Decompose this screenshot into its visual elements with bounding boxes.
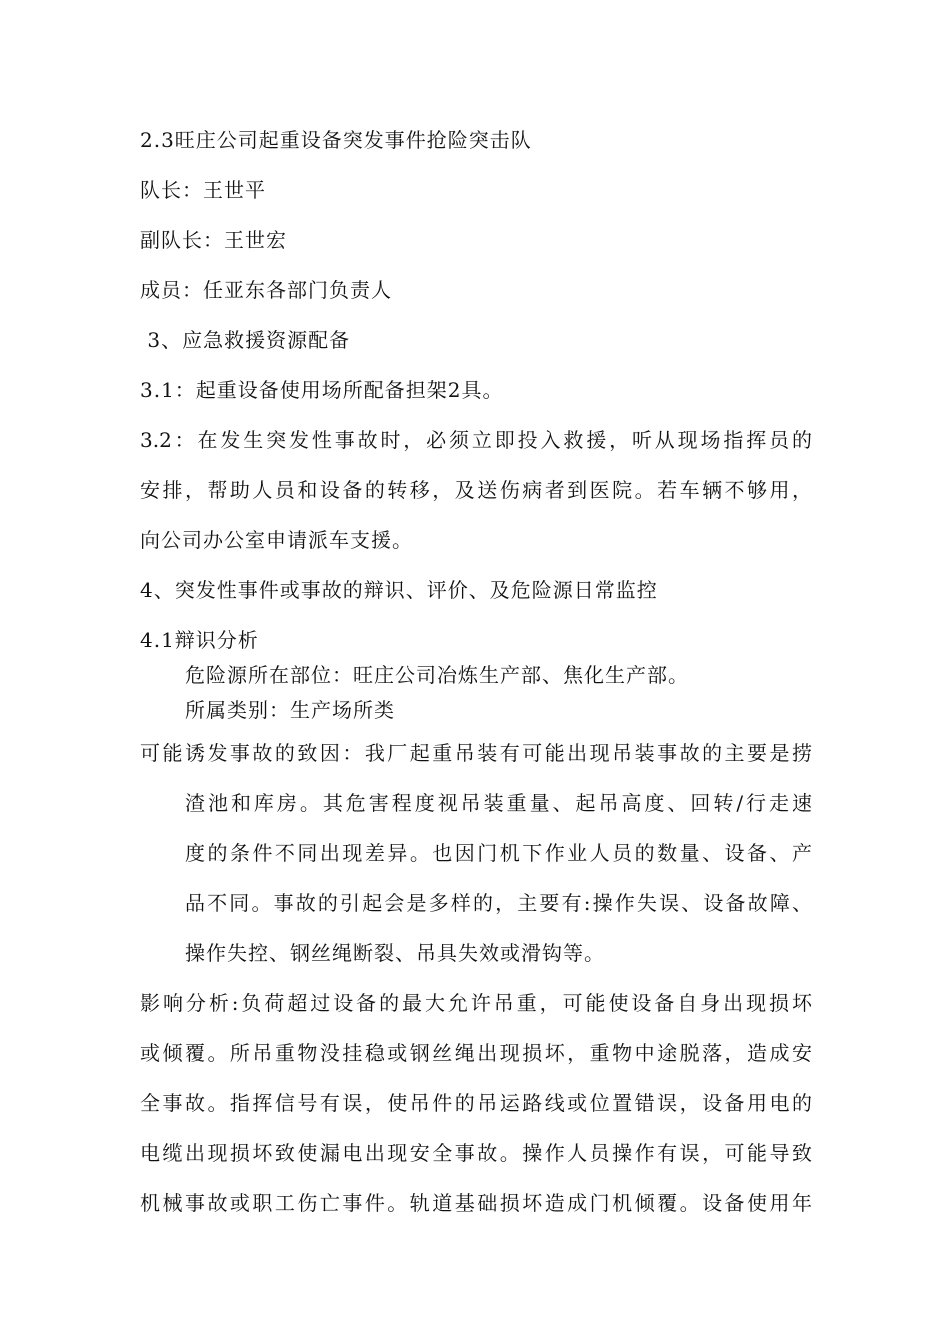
team-leader-line: 队长：王世平 — [140, 178, 266, 202]
paragraph-3-2-line-3: 向公司办公室申请派车支援。 — [140, 528, 413, 552]
cause-paragraph-line-1: 可能诱发事故的致因：我厂起重吊装有可能出现吊装事故的主要是捞 — [140, 741, 812, 765]
hazard-category-line: 所属类别：生产场所类 — [185, 698, 395, 722]
cause-paragraph-line-3: 度的条件不同出现差异。也因门机下作业人员的数量、设备、产 — [185, 841, 812, 865]
paragraph-3-2-line-1: 3.2：在发生突发性事故时，必须立即投入救援，听从现场指挥员的 — [140, 428, 812, 452]
members-line: 成员：任亚东各部门负责人 — [140, 278, 392, 302]
impact-paragraph-line-3: 全事故。指挥信号有误，使吊件的吊运路线或位置错误，设备用电的 — [140, 1091, 812, 1115]
section-heading-3: 3、应急救援资源配备 — [140, 328, 351, 352]
paragraph-3-2-line-2: 安排，帮助人员和设备的转移，及送伤病者到医院。若车辆不够用， — [140, 478, 812, 502]
impact-paragraph-line-5: 机械事故或职工伤亡事件。轨道基础损坏造成门机倾覆。设备使用年 — [140, 1191, 812, 1215]
impact-paragraph-line-2: 或倾覆。所吊重物没挂稳或钢丝绳出现损坏，重物中途脱落，造成安 — [140, 1041, 812, 1065]
deputy-leader-line: 副队长：王世宏 — [140, 228, 287, 252]
paragraph-3-1: 3.1：起重设备使用场所配备担架2具。 — [140, 378, 504, 402]
cause-paragraph-line-5: 操作失控、钢丝绳断裂、吊具失效或滑钩等。 — [185, 941, 605, 965]
cause-paragraph-line-2: 渣池和库房。其危害程度视吊装重量、起吊高度、回转/行走速 — [185, 791, 812, 815]
section-heading-2-3: 2.3旺庄公司起重设备突发事件抢险突击队 — [140, 128, 532, 152]
impact-paragraph-line-4: 电缆出现损坏致使漏电出现安全事故。操作人员操作有误，可能导致 — [140, 1141, 812, 1165]
cause-paragraph-line-4: 品不同。事故的引起会是多样的，主要有:操作失误、设备故障、 — [185, 891, 812, 915]
hazard-location-line: 危险源所在部位：旺庄公司冶炼生产部、焦化生产部。 — [185, 663, 689, 687]
section-heading-4-1: 4.1辩识分析 — [140, 628, 259, 652]
impact-paragraph-line-1: 影响分析:负荷超过设备的最大允许吊重，可能使设备自身出现损坏 — [140, 991, 812, 1015]
section-heading-4: 4、突发性事件或事故的辩识、评价、及危险源日常监控 — [140, 578, 658, 602]
